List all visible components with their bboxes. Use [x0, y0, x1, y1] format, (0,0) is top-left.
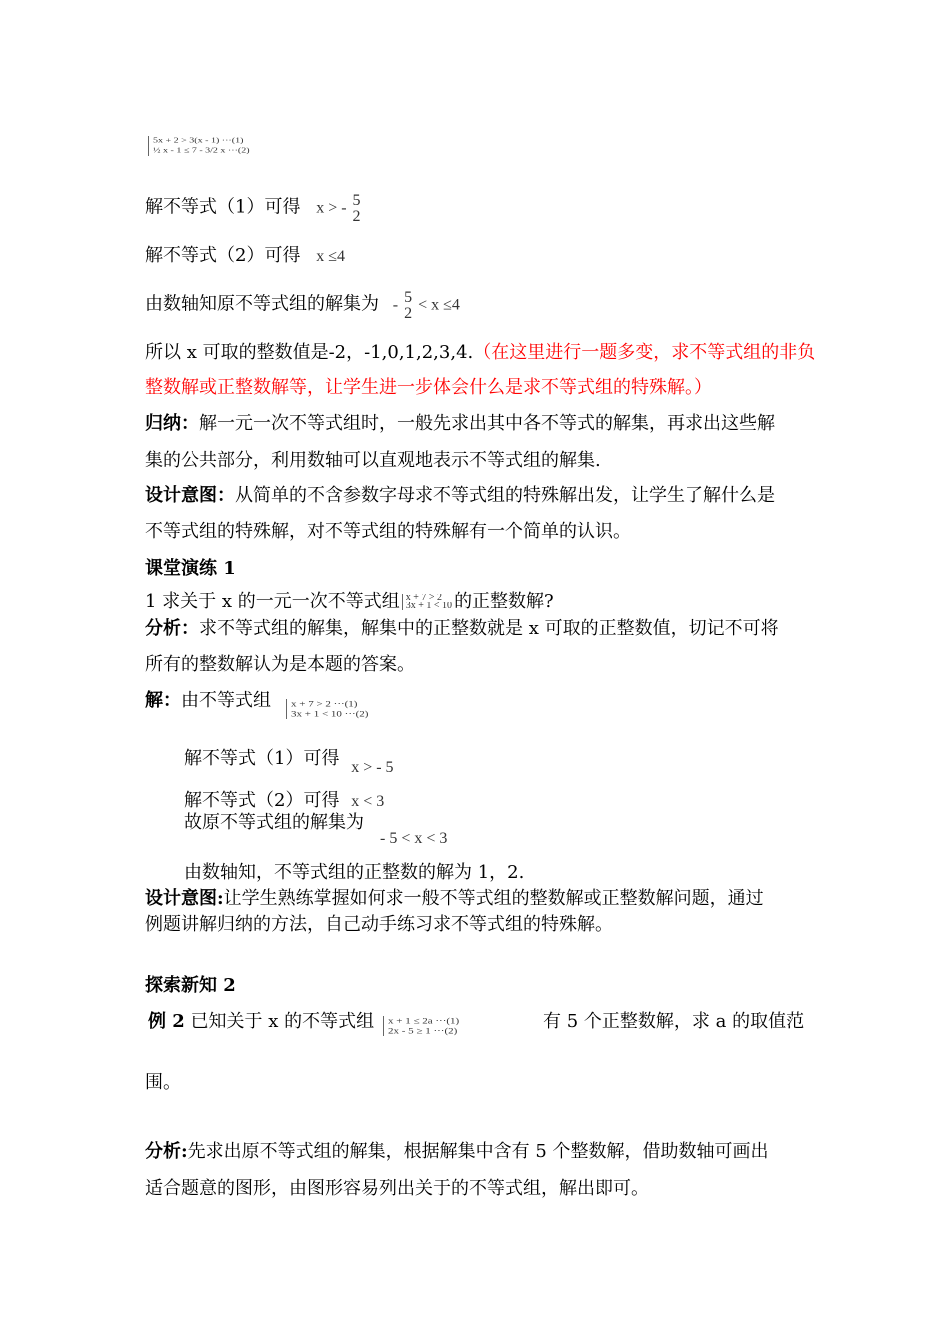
design-intent-label: 设计意图:: [145, 888, 224, 909]
line-text: 解不等式（2）可得: [145, 245, 301, 266]
question-text: 1 求关于 x 的一元一次不等式组: [145, 591, 400, 612]
teacher-note-continued: 整数解或正整数解等，让学生进一步体会什么是求不等式组的特殊解。）: [145, 377, 712, 398]
solve-line-3: [145, 290, 460, 322]
math-prefix: x > -: [316, 199, 347, 217]
solution-text: 由不等式组: [181, 690, 271, 711]
system-row: 2x - 5 ≥ 1 ···(2): [388, 1026, 458, 1036]
math-suffix: < x ≤4: [418, 296, 460, 314]
line-text: 由数轴知原不等式组的解集为: [145, 293, 379, 315]
math-expression: - 5 < x < 3: [380, 830, 448, 847]
solve-line-1: [145, 193, 363, 225]
solution-step-3: [184, 811, 364, 835]
integer-values-text: 所以 x 可取的整数值是-2，-1,0,1,2,3,4.: [145, 342, 474, 363]
fraction-denominator: 2: [352, 208, 361, 225]
fraction: [404, 290, 412, 322]
analysis-1: [145, 617, 779, 641]
example-label: 例 2: [148, 1011, 185, 1032]
summary-text: 解一元一次不等式组时，一般先求出其中各不等式的解集，再求出这些解: [199, 413, 775, 434]
question-text-end: 的正整数解?: [454, 591, 554, 612]
solution-step-4: 由数轴知，不等式组的正整数的解为 1，2.: [184, 862, 525, 883]
example-2-end: 有 5 个正整数解，求 a 的取值范: [543, 1011, 805, 1032]
math-prefix: -: [392, 296, 399, 314]
fraction-numerator: 5: [352, 192, 361, 209]
system-row: x + 7 > 2 ···(1): [291, 699, 358, 709]
design-intent-2: [145, 887, 764, 911]
math-expression: [393, 290, 460, 322]
analysis-1-continued: 所有的整数解认为是本题的答案。: [145, 654, 415, 675]
solution-step-1: [184, 747, 394, 776]
design-intent-text: 从简单的不含参数字母求不等式组的特殊解出发，让学生了解什么是: [235, 485, 775, 506]
design-intent-label: 设计意图：: [145, 485, 235, 506]
design-intent-text: 让学生熟练掌握如何求一般不等式组的整数解或正整数解问题，通过: [223, 888, 764, 909]
solve-line-2: [145, 244, 345, 269]
fraction: [353, 193, 361, 225]
solution-intro: [145, 689, 271, 713]
system-row: 5x + 2 > 3(x - 1) ···(1): [153, 136, 244, 145]
summary-label: 归纳：: [145, 413, 199, 434]
analysis-2: [145, 1140, 769, 1164]
fraction-numerator: 5: [404, 289, 413, 306]
summary-paragraph: [145, 412, 775, 436]
analysis-2-continued: 适合题意的图形，由图形容易列出关于的不等式组，解出即可。: [145, 1178, 649, 1199]
math-expression: x > - 5: [351, 759, 394, 776]
explore-title: 探索新知 2: [145, 975, 236, 996]
solution-step-3-math: [380, 826, 447, 851]
example-text: 已知关于 x 的不等式组: [190, 1011, 375, 1032]
line-text: 解不等式（1）可得: [145, 196, 301, 218]
analysis-label: 分析:: [145, 1141, 188, 1162]
system-row: x + 1 ≤ 2a ···(1): [388, 1016, 460, 1026]
math-expression: [316, 193, 362, 225]
design-intent-1: [145, 484, 775, 508]
math-expression: x < 3: [351, 793, 385, 810]
system-row: x + 7 > 2: [405, 594, 443, 602]
example-2-continued: 围。: [145, 1072, 181, 1093]
design-intent-1-continued: 不等式组的特殊解，对不等式组的特殊解有一个简单的认识。: [145, 521, 631, 542]
teacher-note: （在这里进行一题多变，求不等式组的非负: [473, 342, 816, 363]
fraction-denominator: 2: [404, 305, 413, 322]
analysis-label: 分析：: [145, 618, 199, 639]
step-text: 解不等式（2）可得: [184, 790, 340, 811]
step-text: 故原不等式组的解集为: [184, 812, 364, 833]
system-row: 3x + 1 < 10: [405, 602, 453, 610]
inequality-system-3: [383, 1016, 459, 1036]
analysis-text: 先求出原不等式组的解集，根据解集中含有 5 个整数解，借助数轴可画出: [187, 1141, 769, 1162]
inequality-system-1: [148, 136, 250, 156]
analysis-text: 求不等式组的解集，解集中的正整数就是 x 可取的正整数值，切记不可将: [199, 618, 779, 639]
design-intent-2-continued: 例题讲解归纳的方法，自己动手练习求不等式组的特殊解。: [145, 914, 613, 935]
system-row: 3x + 1 < 10 ···(2): [291, 709, 369, 719]
inline-inequality-system: [402, 594, 452, 610]
step-text: 解不等式（1）可得: [184, 748, 340, 769]
practice-title: 课堂演练 1: [145, 558, 236, 579]
integer-values-line: [145, 341, 815, 365]
solution-label: 解：: [145, 690, 181, 711]
summary-continued: 集的公共部分，利用数轴可以直观地表示不等式组的解集.: [145, 450, 601, 471]
math-expression: x ≤4: [316, 248, 345, 265]
inequality-system-2: [286, 699, 368, 719]
system-row: ½ x - 1 ≤ 7 - 3/2 x ···(2): [153, 146, 250, 155]
example-2: [148, 1010, 374, 1034]
question-1: [145, 590, 554, 614]
